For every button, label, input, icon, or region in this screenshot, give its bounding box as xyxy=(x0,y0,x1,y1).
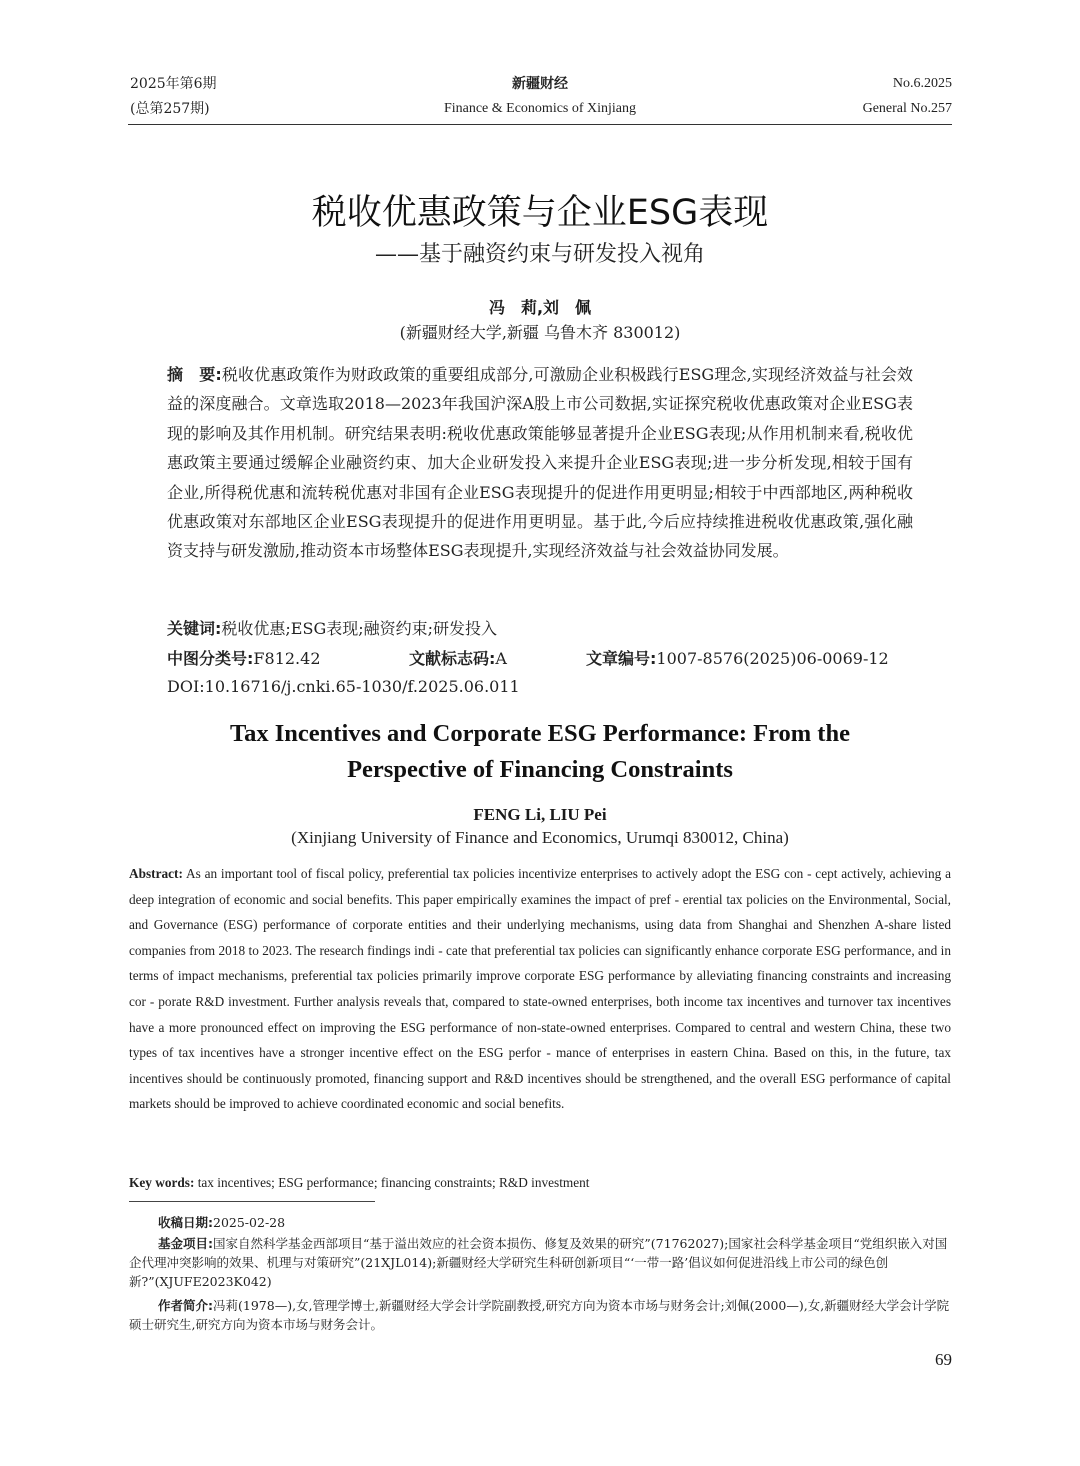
abstract-text-en: As an important tool of fiscal policy, preferential tax policies incentivize enterprises to actively adopt the ESG con - cept actively, achieving a deep integration of economic and social benefits. This paper empirically examines the impact of pref - erential tax policies on the Environmental, Social, and Governance (ESG) performance of corporate entities and their underlying mechanisms, using data from Shanghai and Shenzhen A-share listed companies from 2018 to 2023. The research findings indi - cate that preferential tax policies can significantly enhance corporate ESG performance, and in terms of impact mechanisms, preferential tax policies primarily improve corporate ESG performance by alleviating financing constraints and increasing cor - porate R&D investment. Further analysis reveals that, compared to state-owned enterprises, both income tax incentives and turnover tax incentives have a more pronounced effect on improving the ESG performance of non-state-owned enterprises. Compared to central and western China, these two types of tax incentives have a stronger incentive effect on the ESG perfor - mance of enterprises in eastern China. Based on this, in the future, tax incentives should be continuously promoted, financing support and R&D incentives should be strengthened, and the overall ESG performance of capital markets should be improved to achieve coordinated economic and social benefits. xyxy=(129,866,951,1112)
doi[interactable]: DOI:10.16716/j.cnki.65-1030/f.2025.06.011 xyxy=(167,677,520,696)
keywords-cn xyxy=(167,617,497,641)
footnote-received xyxy=(129,1213,953,1232)
doccode-field xyxy=(409,647,507,671)
fund-label: 基金项目: xyxy=(158,1236,213,1251)
keywords-text-en: tax incentives; ESG performance; financing constraints; R&D investment xyxy=(197,1175,590,1190)
issue-en: No.6.2025 xyxy=(892,76,952,91)
journal-name-cn: 新疆财经 xyxy=(512,76,568,92)
authors-en: FENG Li, LIU Pei xyxy=(473,805,607,824)
abstract-text-cn: 税收优惠政策作为财政政策的重要组成部分,可激励企业积极践行ESG理念,实现经济效益与社会效益的深度融合。文章选取2018—2023年我国沪深A股上市公司数据,实证探究税收优惠政策对企业ESG表现的影响及其作用机制。研究结果表明:税收优惠政策能够显著提升企业ESG表现;从作用机制来看,税收优惠政策主要通过缓解企业融资约束、加大企业研发投入来提升企业ESG表现;进一步分析发现,相较于国有企业,所得税优惠和流转税优惠对非国有企业ESG表现提升的促进作用更明显;相较于中西部地区,两种税收优惠政策对东部地区企业ESG表现提升的促进作用更明显。基于此,今后应持续推进税收优惠政策,强化融资支持与研发激励,推动资本市场整体ESG表现提升,实现经济效益与社会效益协同发展。 xyxy=(167,365,913,561)
author-bio-label: 作者简介: xyxy=(158,1298,213,1313)
doccode-value: A xyxy=(495,649,507,668)
footnote-fund xyxy=(129,1234,953,1291)
header-rule xyxy=(128,124,952,125)
keywords-en xyxy=(129,1172,590,1194)
clc-field xyxy=(167,647,321,671)
keywords-label-cn: 关键词: xyxy=(167,619,222,638)
journal-name-en: Finance & Economics of Xinjiang xyxy=(443,101,637,116)
footnote-rule xyxy=(129,1201,375,1202)
abstract-en xyxy=(129,861,951,1117)
article-no-field xyxy=(586,647,889,671)
paper-subtitle-cn: ——基于融资约束与研发投入视角 xyxy=(374,242,705,267)
total-issue-cn: (总第257期) xyxy=(130,101,210,117)
abstract-label-cn: 摘 要: xyxy=(167,365,222,384)
received-label: 收稿日期: xyxy=(158,1215,213,1230)
doccode-label: 文献标志码: xyxy=(409,649,496,668)
paper-title-cn: 税收优惠政策与企业ESG表现 xyxy=(311,193,769,233)
abstract-label-en: Abstract: xyxy=(129,866,183,881)
general-no: General No.257 xyxy=(862,101,952,116)
keywords-label-en: Key words: xyxy=(129,1175,195,1190)
authors-cn: 冯 莉,刘 佩 xyxy=(488,298,592,317)
clc-value: F812.42 xyxy=(253,649,321,668)
title-en-line2: Perspective of Financing Constraints xyxy=(347,756,733,783)
article-no-value: 1007-8576(2025)06-0069-12 xyxy=(656,649,889,668)
article-no-label: 文章编号: xyxy=(586,649,657,668)
issue-cn: 2025年第6期 xyxy=(130,76,217,92)
page-number: 69 xyxy=(935,1350,952,1369)
affiliation-cn: (新疆财经大学,新疆 乌鲁木齐 830012) xyxy=(399,323,681,342)
affiliation-en: (Xinjiang University of Finance and Economics, Urumqi 830012, China) xyxy=(291,828,789,847)
title-en-line1: Tax Incentives and Corporate ESG Performance: From the xyxy=(230,720,850,747)
abstract-cn xyxy=(167,360,913,566)
fund-text: 国家自然科学基金西部项目“基于溢出效应的社会资本损伤、修复及效果的研究”(71762027);国家社会科学基金项目“党组织嵌入对国企代理冲突影响的效果、机理与对策研究”(21XJL014);新疆财经大学研究生科研创新项目“‘一带一路’倡议如何促进沿线上市公司的绿色创新?”(XJUFE2023K042) xyxy=(129,1236,948,1289)
received-date: 2025-02-28 xyxy=(213,1215,286,1230)
author-bio-text: 冯莉(1978—),女,管理学博士,新疆财经大学会计学院副教授,研究方向为资本市场与财务会计;刘佩(2000—),女,新疆财经大学会计学院硕士研究生,研究方向为资本市场与财务会计。 xyxy=(129,1298,950,1332)
paper-title-en xyxy=(0,716,1080,788)
footnote-author xyxy=(129,1296,953,1334)
keywords-text-cn: 税收优惠;ESG表现;融资约束;研发投入 xyxy=(221,619,498,638)
clc-label: 中图分类号: xyxy=(167,649,254,668)
